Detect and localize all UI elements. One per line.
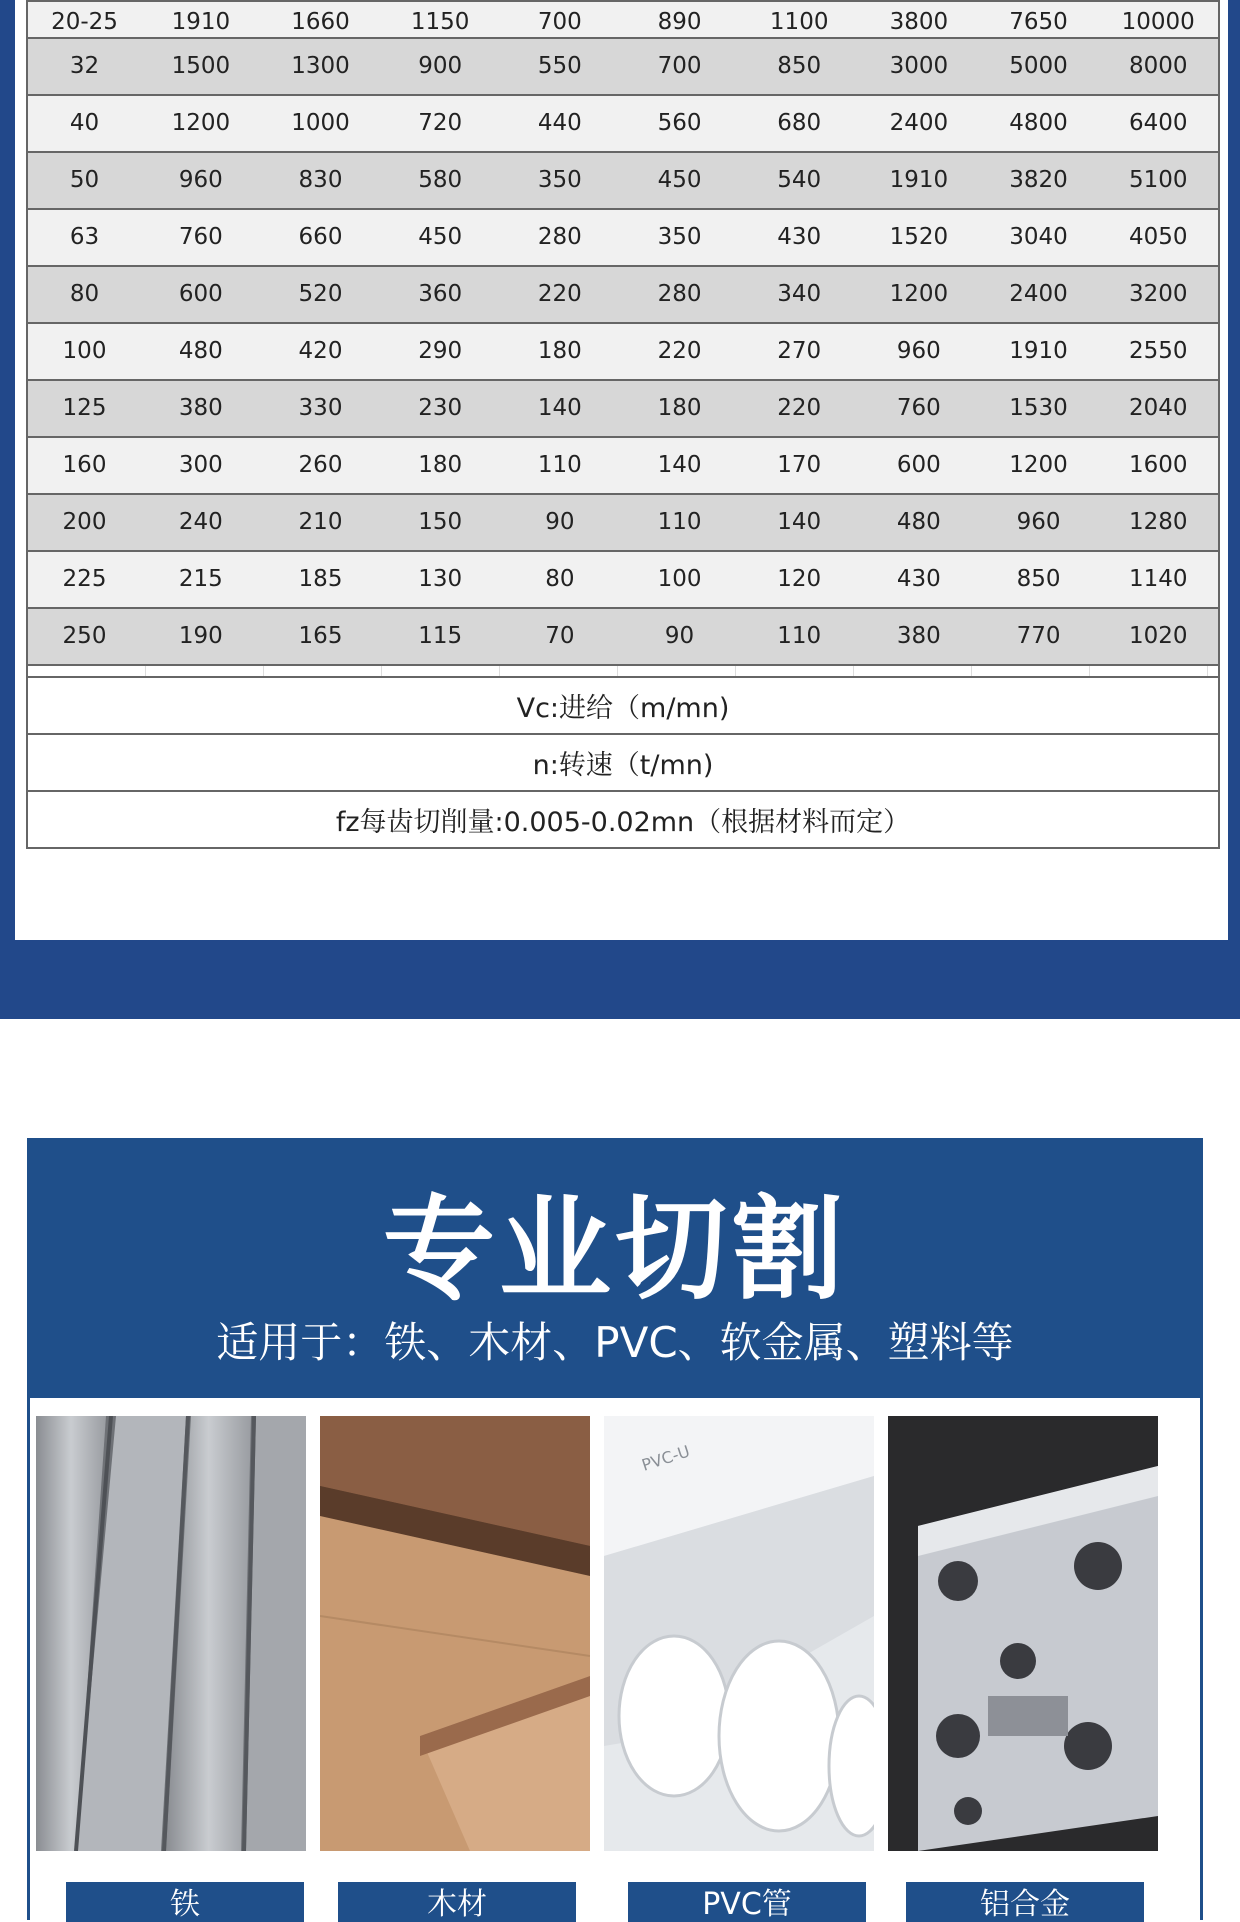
table-cell: 560 (657, 109, 702, 136)
label-iron: 铁 (66, 1882, 304, 1922)
table-cell: 700 (657, 52, 702, 79)
table-cell: 90 (664, 622, 695, 649)
table-row (26, 210, 1220, 267)
table-row (26, 153, 1220, 210)
table-cell: 1500 (171, 52, 231, 79)
table-cell: 180 (418, 451, 463, 478)
table-cell: 760 (896, 394, 941, 421)
table-cell: 480 (178, 337, 223, 364)
table-cell: 1020 (1128, 622, 1188, 649)
table-body (26, 2, 1220, 666)
table-cell: 340 (777, 280, 822, 307)
table-cell: 165 (298, 622, 343, 649)
table-row (26, 96, 1220, 153)
table-cell: 150 (418, 508, 463, 535)
table-cell: 350 (537, 166, 582, 193)
table-cell: 110 (537, 451, 582, 478)
table-cell: 580 (418, 166, 463, 193)
table-cell: 1200 (889, 280, 949, 307)
table-divider (26, 666, 1220, 678)
row-diameter-cell: 160 (62, 451, 107, 478)
table-cell: 3800 (889, 9, 949, 35)
table-cell: 120 (777, 565, 822, 592)
table-cell: 2550 (1128, 337, 1188, 364)
table-cell: 350 (657, 223, 702, 250)
materials-section (27, 1138, 1203, 1920)
table-cell: 680 (777, 109, 822, 136)
table-cell: 720 (418, 109, 463, 136)
table-cell: 850 (777, 52, 822, 79)
table-cell: 330 (298, 394, 343, 421)
table-cell: 180 (657, 394, 702, 421)
table-cell: 4050 (1128, 223, 1188, 250)
table-cell: 1910 (1009, 337, 1068, 364)
table-cell: 380 (178, 394, 223, 421)
row-diameter-cell: 125 (62, 394, 107, 421)
table-cell: 1520 (889, 223, 949, 250)
table-cell: 1100 (769, 9, 829, 35)
table-cell: 450 (418, 223, 463, 250)
table-cell: 210 (298, 508, 343, 535)
table-cell: 130 (418, 565, 463, 592)
table-cell: 430 (896, 565, 941, 592)
table-cell: 420 (298, 337, 343, 364)
row-diameter-cell: 50 (69, 166, 100, 193)
iron-bars-photo (36, 1416, 306, 1851)
table-cell: 600 (896, 451, 941, 478)
table-cell: 540 (777, 166, 822, 193)
table-cell: 110 (657, 508, 702, 535)
table-cell: 600 (178, 280, 223, 307)
table-cell: 1600 (1128, 451, 1188, 478)
table-cell: 3040 (1009, 223, 1068, 250)
table-cell: 220 (777, 394, 822, 421)
table-cell: 1530 (1009, 394, 1068, 421)
table-cell: 520 (298, 280, 343, 307)
table-cell: 960 (178, 166, 223, 193)
row-diameter-cell: 40 (69, 109, 100, 136)
table-cell: 70 (545, 622, 575, 649)
table-cell: 450 (657, 166, 702, 193)
table-row (26, 495, 1220, 552)
materials-header (30, 1138, 1200, 1398)
row-diameter-cell: 250 (62, 622, 107, 649)
table-cell: 2040 (1128, 394, 1188, 421)
row-diameter-cell: 200 (62, 508, 107, 535)
table-cell: 140 (777, 508, 822, 535)
table-cell: 1140 (1128, 565, 1188, 592)
label-wood: 木材 (338, 1882, 576, 1922)
table-cell: 1000 (291, 109, 350, 136)
row-diameter-cell: 63 (69, 223, 100, 250)
table-cell: 1200 (171, 109, 231, 136)
row-diameter-cell: 80 (69, 280, 100, 307)
table-cell: 2400 (1009, 280, 1068, 307)
table-cell: 220 (537, 280, 582, 307)
table-cell: 6400 (1128, 109, 1188, 136)
table-cell: 1280 (1128, 508, 1188, 535)
table-cell: 1660 (291, 9, 350, 35)
table-cell: 1910 (889, 166, 949, 193)
table-cell: 660 (298, 223, 343, 250)
table-cell: 3820 (1009, 166, 1068, 193)
table-cell: 5100 (1128, 166, 1188, 193)
table-cell: 1150 (410, 9, 470, 35)
table-cell: 270 (777, 337, 822, 364)
table-cell: 10000 (1121, 9, 1195, 35)
table-cell: 280 (537, 223, 582, 250)
table-row (26, 609, 1220, 666)
table-cell: 300 (178, 451, 223, 478)
row-diameter-cell: 32 (69, 52, 100, 79)
table-cell: 4800 (1009, 109, 1068, 136)
table-cell: 215 (178, 565, 223, 592)
table-cell: 430 (777, 223, 822, 250)
table-cell: 230 (418, 394, 463, 421)
table-cell: 770 (1016, 622, 1061, 649)
table-cell: 900 (418, 52, 463, 79)
table-cell: 220 (657, 337, 702, 364)
table-cell: 260 (298, 451, 343, 478)
table-row (26, 552, 1220, 609)
table-card (15, 0, 1228, 940)
table-row (26, 438, 1220, 495)
table-cell: 1910 (171, 9, 231, 35)
table-cell: 360 (418, 280, 463, 307)
table-cell: 5000 (1009, 52, 1068, 79)
table-cell: 185 (298, 565, 343, 592)
note-chip-load: fz每齿切削量:0.005-0.02mn（根据材料而定） (26, 792, 1220, 849)
table-row (26, 381, 1220, 438)
table-cell: 700 (537, 9, 582, 35)
table-cell: 440 (537, 109, 582, 136)
table-cell: 110 (777, 622, 822, 649)
note-feed: Vc:进给（m/mn) (26, 678, 1220, 735)
table-cell: 480 (896, 508, 941, 535)
table-cell: 180 (537, 337, 582, 364)
table-cell: 7650 (1009, 9, 1068, 35)
table-cell: 170 (777, 451, 822, 478)
row-diameter-cell: 100 (62, 337, 107, 364)
table-row (26, 324, 1220, 381)
materials-title: 专业切割 (383, 1185, 847, 1315)
table-cell: 280 (657, 280, 702, 307)
table-cell: 115 (418, 622, 463, 649)
table-row (26, 39, 1220, 96)
pvc-print-text: PVC-U (639, 1441, 693, 1475)
row-diameter-cell: 225 (62, 565, 107, 592)
materials-subtitle: 适用于：铁、木材、PVC、软金属、塑料等 (216, 1318, 1014, 1367)
table-cell: 890 (657, 9, 702, 35)
table-cell: 8000 (1128, 52, 1188, 79)
table-cell: 190 (178, 622, 223, 649)
row-diameter-cell: 20-25 (51, 9, 118, 35)
table-cell: 290 (418, 337, 463, 364)
table-cell: 760 (178, 223, 223, 250)
table-cell: 240 (178, 508, 223, 535)
table-row (26, 267, 1220, 324)
pvc-pipes-photo (604, 1416, 874, 1851)
note-speed: n:转速（t/mn) (26, 735, 1220, 792)
table-cell: 1200 (1009, 451, 1068, 478)
table-cell: 80 (545, 565, 575, 592)
table-cell: 850 (1016, 565, 1061, 592)
aluminum-profile-photo (888, 1416, 1158, 1851)
label-aluminum: 铝合金 (906, 1882, 1144, 1922)
table-cell: 100 (657, 565, 702, 592)
table-cell: 960 (1016, 508, 1061, 535)
table-cell: 90 (545, 508, 575, 535)
table-cell: 140 (537, 394, 582, 421)
wood-boards-photo (320, 1416, 590, 1851)
speed-table (26, 0, 1220, 849)
table-cell: 830 (298, 166, 343, 193)
table-cell: 960 (896, 337, 941, 364)
table-cell: 550 (537, 52, 582, 79)
table-cell: 3200 (1128, 280, 1188, 307)
table-row (26, 2, 1220, 39)
table-cell: 1300 (291, 52, 350, 79)
table-cell: 380 (896, 622, 941, 649)
label-pvc-pipe: PVC管 (628, 1882, 866, 1922)
table-cell: 140 (657, 451, 702, 478)
table-cell: 2400 (889, 109, 949, 136)
table-cell: 3000 (889, 52, 949, 79)
